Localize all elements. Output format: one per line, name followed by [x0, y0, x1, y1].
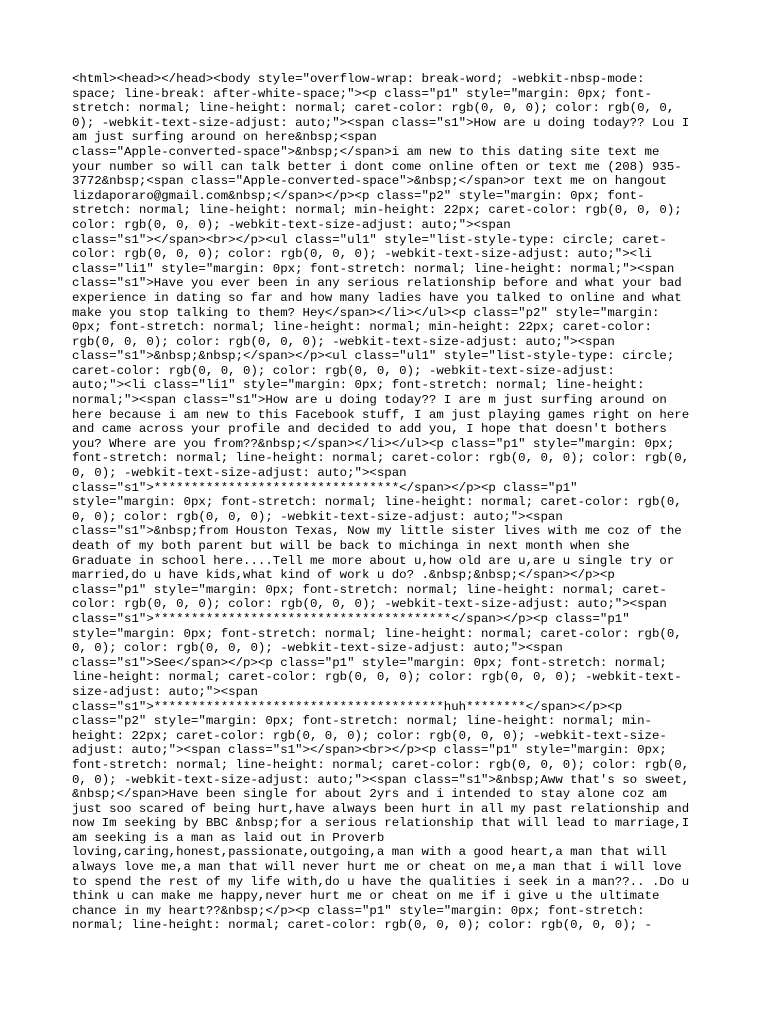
text-line: height: 22px; caret-color: rgb(0, 0, 0); color: rgb(0, 0, 0); -webkit-text-size-	[72, 728, 667, 743]
text-line: space; line-break: after-white-space;"><p class="p1" style="margin: 0px; font-	[72, 86, 652, 101]
text-line: always love me,a man that will never hurt me or cheat on me,a man that i will love	[72, 860, 682, 875]
text-line: class="s1">*********************************</span></p><p class="p1"	[72, 480, 578, 495]
text-line: class="p1" style="margin: 0px; font-stretch: normal; line-height: normal; caret-	[72, 582, 667, 597]
text-line: just soo scared of being hurt,have always been hurt in all my past relationship and	[72, 801, 690, 816]
text-line: adjust: auto;"><span class="s1"></span><br></p><p class="p1" style="margin: 0px;	[72, 743, 667, 758]
text-line: class="s1"></span><br></p><ul class="ul1" style="list-style-type: circle; caret-	[72, 232, 667, 247]
text-line: class="p2" style="margin: 0px; font-stretch: normal; line-height: normal; min-	[72, 714, 652, 729]
text-line: now Im seeking by BBC &nbsp;for a serious relationship that will lead to marriage,I	[72, 816, 690, 831]
text-line: class="s1">See</span></p><p class="p1" style="margin: 0px; font-stretch: normal;	[72, 655, 667, 670]
text-line: class="s1">****************************************</span></p><p class="p1"	[72, 611, 630, 626]
text-line: <html><head></head><body style="overflow-wrap: break-word; -webkit-nbsp-mode:	[72, 72, 645, 86]
text-line: 0, 0); color: rgb(0, 0, 0); -webkit-text-size-adjust: auto;"><span	[72, 641, 563, 656]
text-line: 3772&nbsp;<span class="Apple-converted-space">&nbsp;</span>or text me on hangout	[72, 174, 667, 189]
text-line: to spend the rest of my life with,do u have the qualities i seek in a man??.. .Do u	[72, 874, 690, 889]
text-line: 0); -webkit-text-size-adjust: auto;"><span class="s1">How are u doing today?? Lou I	[72, 115, 690, 130]
text-line: class="Apple-converted-space">&nbsp;</span>i am new to this dating site text me	[72, 144, 660, 159]
text-line: color: rgb(0, 0, 0); color: rgb(0, 0, 0); -webkit-text-size-adjust: auto;"><li	[72, 247, 652, 262]
text-line: death of my both parent but will be back to michinga in next month when she	[72, 539, 630, 553]
text-line: color: rgb(0, 0, 0); color: rgb(0, 0, 0); -webkit-text-size-adjust: auto;"><span	[72, 597, 667, 612]
text-line: chance in my heart??&nbsp;</p><p class="p1" style="margin: 0px; font-stretch:	[72, 903, 645, 918]
text-line: class="s1">Have you ever been in any serious relationship before and what your bad	[72, 276, 682, 291]
text-line: font-stretch: normal; line-height: normal; caret-color: rgb(0, 0, 0); color: rgb(0,	[72, 451, 690, 466]
text-line: am seeking is a man as laid out in Proverb	[72, 830, 385, 845]
text-line: stretch: normal; line-height: normal; caret-color: rgb(0, 0, 0); color: rgb(0, 0,	[72, 101, 675, 116]
text-line: normal; line-height: normal; caret-color: rgb(0, 0, 0); color: rgb(0, 0, 0); -	[72, 918, 652, 933]
text-line: size-adjust: auto;"><span	[72, 684, 258, 699]
document-page	[72, 72, 700, 933]
text-line: style="margin: 0px; font-stretch: normal; line-height: normal; caret-color: rgb(0,	[72, 626, 682, 641]
text-line: caret-color: rgb(0, 0, 0); color: rgb(0, 0, 0); -webkit-text-size-adjust:	[72, 363, 615, 378]
text-line: loving,caring,honest,passionate,outgoing,a man with a good heart,a man that will	[72, 845, 667, 860]
text-line: color: rgb(0, 0, 0); -webkit-text-size-adjust: auto;"><span	[72, 217, 511, 232]
text-line: normal;"><span class="s1">How are u doing today?? I are m just surfing around on	[72, 393, 667, 408]
text-line: Graduate in school here....Tell me more about u,how old are u,are u single try or	[72, 553, 675, 568]
text-line: make you stop talking to them? Hey</span></li></ul><p class="p2" style="margin:	[72, 305, 660, 320]
text-line: stretch: normal; line-height: normal; min-height: 22px; caret-color: rgb(0, 0, 0);	[72, 203, 682, 218]
text-line: think u can make me happy,never hurt me or cheat on me if i give u the ultimate	[72, 889, 660, 904]
text-line: auto;"><li class="li1" style="margin: 0px; font-stretch: normal; line-height:	[72, 378, 645, 393]
text-line: experience in dating so far and how many ladies have you talked to online and what	[72, 290, 682, 305]
text-line: you? Where are you from??&nbsp;</span></li></ul><p class="p1" style="margin: 0px;	[72, 436, 675, 451]
text-line: and came across your profile and decided to add you, I hope that doesn't bothers	[72, 422, 667, 437]
text-line: am just surfing around on here&nbsp;<span	[72, 130, 377, 145]
text-line: &nbsp;</span>Have been single for about 2yrs and i intended to stay alone coz am	[72, 787, 667, 802]
text-line: 0, 0); -webkit-text-size-adjust: auto;"><span	[72, 466, 407, 481]
text-line: line-height: normal; caret-color: rgb(0, 0, 0); color: rgb(0, 0, 0); -webkit-text-	[72, 670, 682, 685]
text-line: here because i am new to this Facebook stuff, I am just playing games right on here	[72, 407, 690, 422]
text-line: 0px; font-stretch: normal; line-height: normal; min-height: 22px; caret-color:	[72, 320, 652, 335]
text-line: class="s1">&nbsp;from Houston Texas, Now my little sister lives with me coz of the	[72, 524, 682, 539]
text-line: married,do u have kids,what kind of work u do? .&nbsp;&nbsp;</span></p><p	[72, 568, 615, 583]
text-line: class="s1">&nbsp;&nbsp;</span></p><ul class="ul1" style="list-style-type: circle;	[72, 349, 675, 364]
text-line: class="s1">***************************************huh********</span></p><p	[72, 699, 623, 714]
text-line: 0, 0); -webkit-text-size-adjust: auto;"><span class="s1">&nbsp;Aww that's so sweet,	[72, 772, 690, 787]
html-source-text	[72, 72, 700, 933]
text-line: style="margin: 0px; font-stretch: normal; line-height: normal; caret-color: rgb(0,	[72, 495, 682, 510]
text-line: rgb(0, 0, 0); color: rgb(0, 0, 0); -webkit-text-size-adjust: auto;"><span	[72, 334, 615, 349]
text-line: font-stretch: normal; line-height: normal; caret-color: rgb(0, 0, 0); color: rgb(0,	[72, 757, 690, 772]
text-line: your number so will can talk better i dont come online often or text me (208) 935-	[72, 159, 682, 174]
text-line: class="li1" style="margin: 0px; font-stretch: normal; line-height: normal;"><span	[72, 261, 675, 276]
text-line: lizdaporaro@gmail.com&nbsp;</span></p><p class="p2" style="margin: 0px; font-	[72, 188, 645, 203]
text-line: 0, 0); color: rgb(0, 0, 0); -webkit-text-size-adjust: auto;"><span	[72, 509, 563, 524]
